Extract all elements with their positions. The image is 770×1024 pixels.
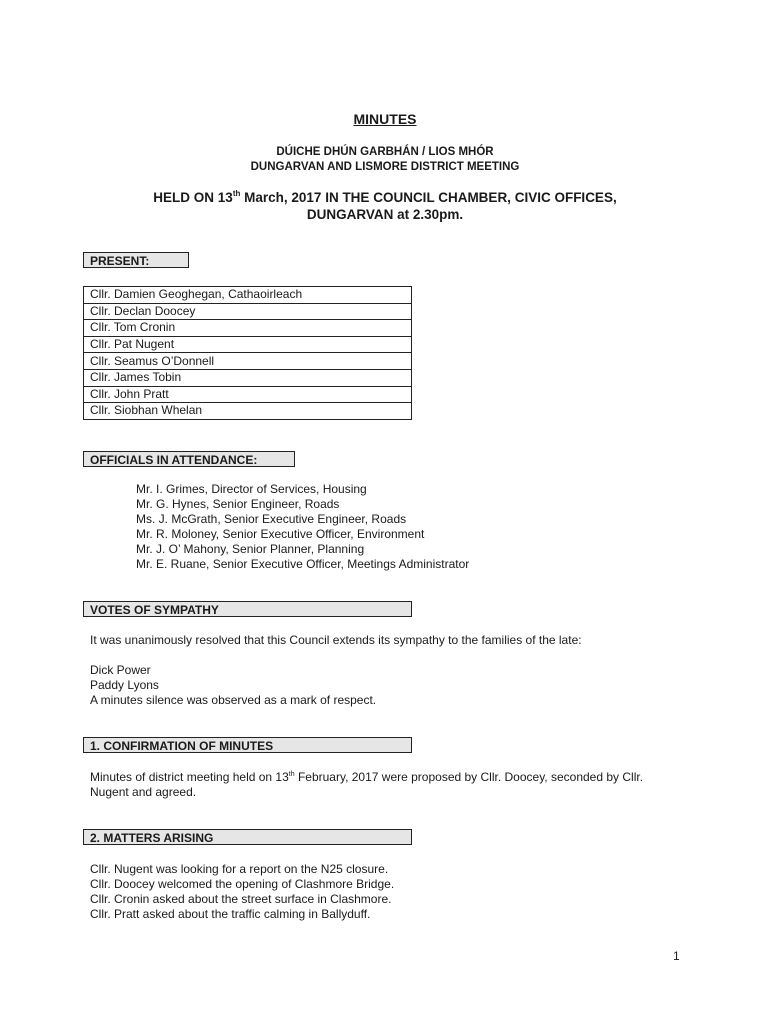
matters-item: Cllr. Nugent was looking for a report on the N25 closure. <box>90 862 389 876</box>
present-member: Cllr. Tom Cronin <box>84 320 412 337</box>
present-row <box>84 336 412 353</box>
official-item: Ms. J. McGrath, Senior Executive Engineer, Roads <box>136 512 407 526</box>
present-member: Cllr. Pat Nugent <box>84 336 412 353</box>
confirmation-sup: th <box>288 771 295 778</box>
officials-list <box>136 482 469 572</box>
present-member: Cllr. John Pratt <box>84 386 412 403</box>
present-member: Cllr. Damien Geoghegan, Cathaoirleach <box>84 287 412 304</box>
held-sup: th <box>232 189 241 198</box>
sympathy-intro: It was unanimously resolved that this Council extends its sympathy to the families of the late: <box>90 633 582 647</box>
confirmation-line2: Nugent and agreed. <box>90 785 197 799</box>
held-suffix: March, 2017 IN THE COUNCIL CHAMBER, CIVIC OFFICES, <box>240 190 617 205</box>
official-item: Mr. E. Ruane, Senior Executive Officer, Meetings Administrator <box>136 557 470 571</box>
sympathy-closing: A minutes silence was observed as a mark of respect. <box>90 693 377 707</box>
district-name-irish: DÚICHE DHÚN GARBHÁN / LIOS MHÓR <box>276 146 494 158</box>
present-member: Cllr. Declan Doocey <box>84 303 412 320</box>
official-item: Mr. J. O’ Mahony, Senior Planner, Planning <box>136 542 365 556</box>
present-row <box>84 403 412 420</box>
sympathy-name: Paddy Lyons <box>90 678 159 692</box>
present-row <box>84 287 412 304</box>
matters-item: Cllr. Doocey welcomed the opening of Clashmore Bridge. <box>90 877 395 891</box>
matters-item: Cllr. Cronin asked about the street surface in Clashmore. <box>90 892 392 906</box>
confirmation-text <box>90 770 643 800</box>
official-item: Mr. I. Grimes, Director of Services, Housing <box>136 482 367 496</box>
present-row <box>84 320 412 337</box>
confirmation-suffix: February, 2017 were proposed by Cllr. Doocey, seconded by Cllr. <box>294 770 644 784</box>
present-row <box>84 369 412 386</box>
meeting-details <box>0 189 770 223</box>
sympathy-heading: VOTES OF SYMPATHY <box>83 601 412 617</box>
present-row <box>84 386 412 403</box>
page-number: 1 <box>673 949 680 963</box>
present-row <box>84 353 412 370</box>
confirmation-prefix: Minutes of district meeting held on 13 <box>90 770 289 784</box>
sympathy-names <box>90 663 376 708</box>
present-heading: PRESENT: <box>83 252 189 268</box>
matters-item: Cllr. Pratt asked about the traffic calming in Ballyduff. <box>90 907 371 921</box>
district-name-english: DUNGARVAN AND LISMORE DISTRICT MEETING <box>250 161 520 173</box>
held-prefix: HELD ON 13 <box>153 190 233 205</box>
confirmation-heading: 1. CONFIRMATION OF MINUTES <box>83 737 412 753</box>
held-line2: DUNGARVAN at 2.30pm. <box>306 207 464 222</box>
matters-heading: 2. MATTERS ARISING <box>83 829 412 845</box>
present-member: Cllr. Seamus O’Donnell <box>84 353 412 370</box>
present-member: Cllr. Siobhan Whelan <box>84 403 412 420</box>
officials-heading: OFFICIALS IN ATTENDANCE: <box>83 451 295 467</box>
present-row <box>84 303 412 320</box>
official-item: Mr. R. Moloney, Senior Executive Officer, Environment <box>136 527 425 541</box>
document-title: MINUTES <box>353 111 417 127</box>
sympathy-name: Dick Power <box>90 663 151 677</box>
official-item: Mr. G. Hynes, Senior Engineer, Roads <box>136 497 340 511</box>
present-member: Cllr. James Tobin <box>84 369 412 386</box>
present-table <box>83 286 412 420</box>
matters-list <box>90 862 394 922</box>
